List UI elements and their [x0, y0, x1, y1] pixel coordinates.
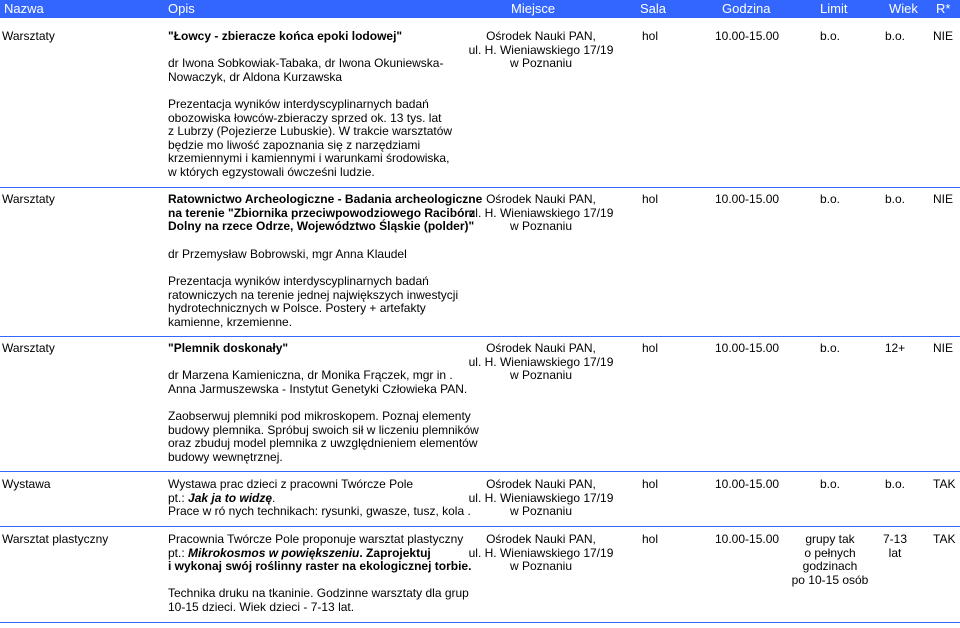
row-title: "Łowcy - zbieracze końca epoki lodowej" [168, 29, 403, 43]
row-limit: b.o. [819, 192, 840, 206]
row-age: 7-13 lat [882, 532, 908, 560]
row-description: Technika druku na tkaninie. Godzinne warsztaty dla grup 10-15 dzieci. Wiek dzieci - 7-13 lat. [168, 586, 469, 614]
col-godzina-header[interactable]: Godzina [722, 1, 771, 16]
row-description: Prezentacja wyników interdyscyplinarnych badań obozowiska łowców-zbieraczy sprzed ok. 13 tys. lat z Lubrzy (Pojezierze Lubuskie). W trakcie warsztatów będzie mo liwość zapoznania się z narzędziami krzemiennymi i kamiennymi i warunkami środowiska, w których egzystowali ówcześni ludzie. [168, 97, 453, 179]
row-divider [0, 336, 960, 337]
col-wiek-header[interactable]: Wiek [889, 1, 918, 16]
row-category: Warsztaty [2, 192, 55, 206]
row-limit: b.o. [819, 341, 840, 355]
row-location: Ośrodek Nauki PAN, ul. H. Wieniawskiego 17/19 w Poznaniu [468, 192, 614, 233]
row-divider [0, 187, 960, 188]
row-category: Warsztat plastyczny [2, 532, 109, 546]
row-time: 10.00-15.00 [715, 341, 780, 355]
row-age: 12+ [884, 341, 906, 355]
row-registration: NIE [933, 29, 954, 43]
row-location: Ośrodek Nauki PAN, ul. H. Wieniawskiego 17/19 w Poznaniu [468, 29, 614, 70]
row-limit: b.o. [819, 477, 840, 491]
row-category: Wystawa [2, 477, 51, 491]
row-time: 10.00-15.00 [715, 192, 780, 206]
row-registration: TAK [933, 532, 956, 546]
row-description: Prezentacja wyników interdyscyplinarnych badań ratowniczych na terenie jednej największych inwestycji hydrotechnicznych w Polsce. Postery + artefakty kamienne, krzemienne. [168, 274, 459, 329]
row-title: Ratownictwo Archeologiczne - Badania archeologiczne na terenie "Zbiornika przeciwpowodziowego Racibórz Dolny na rzece Odrze, Województwo Śląskie (polder)" [168, 192, 483, 233]
col-nazwa-header[interactable]: Nazwa [4, 1, 44, 16]
row-registration: NIE [933, 192, 954, 206]
row-sala: hol [642, 29, 659, 43]
row-time: 10.00-15.00 [715, 477, 780, 491]
row-time: 10.00-15.00 [715, 29, 780, 43]
col-sala-header[interactable]: Sala [640, 1, 667, 16]
row-authors: dr Iwona Sobkowiak-Tabaka, dr Iwona Okuniewska- Nowaczyk, dr Aldona Kurzawska [168, 56, 444, 84]
row-category: Warsztaty [2, 341, 55, 355]
row-age: b.o. [884, 29, 905, 43]
row-limit: grupy tak o pełnych godzinach po 10-15 osób [791, 532, 869, 587]
table-header [0, 0, 960, 18]
row-sala: hol [642, 192, 659, 206]
row-title: "Plemnik doskonały" [168, 341, 289, 355]
row-description: Zaobserwuj plemniki pod mikroskopem. Poznaj elementy budowy plemnika. Spróbuj swoich sił w liczeniu plemników oraz zbuduj model plemnika z uwzględnieniem elementów budowy wewnętrznej. [168, 409, 479, 464]
row-registration: NIE [933, 341, 954, 355]
row-location: Ośrodek Nauki PAN, ul. H. Wieniawskiego 17/19 w Poznaniu [468, 477, 614, 518]
row-authors: dr Przemysław Bobrowski, mgr Anna Klaudel [168, 247, 407, 261]
col-limit-header[interactable]: Limit [820, 1, 848, 16]
row-limit: b.o. [819, 29, 840, 43]
row-divider [0, 526, 960, 527]
row-location: Ośrodek Nauki PAN, ul. H. Wieniawskiego 17/19 w Poznaniu [468, 341, 614, 382]
row-category: Warsztaty [2, 29, 55, 43]
col-miejsce-header[interactable]: Miejsce [511, 1, 556, 16]
row-authors: dr Marzena Kamieniczna, dr Monika Frączek, mgr in . Anna Jarmuszewska - Instytut Genetyki Człowieka PAN. [168, 368, 468, 396]
row-sala: hol [642, 341, 659, 355]
row-description: Wystawa prac dzieci z pracowni Twórcze Pole pt.: Jak ja to widzę. Prace w ró nych technikach: rysunki, gwasze, tusz, kola . [168, 477, 471, 518]
row-sala: hol [642, 477, 659, 491]
col-r-header[interactable]: R* [936, 1, 951, 16]
row-location: Ośrodek Nauki PAN, ul. H. Wieniawskiego 17/19 w Poznaniu [468, 532, 614, 573]
row-registration: TAK [933, 477, 956, 491]
row-divider [0, 471, 960, 472]
col-opis-header[interactable]: Opis [168, 1, 195, 16]
row-age: b.o. [884, 477, 905, 491]
row-sala: hol [642, 532, 659, 546]
row-age: b.o. [884, 192, 905, 206]
row-time: 10.00-15.00 [715, 532, 780, 546]
row-title: Pracownia Twórcze Pole proponuje warsztat plastyczny pt.: Mikrokosmos w powiększeniu. Zaprojektuj i wykonaj swój roślinny raster na ekologicznej torbie. [168, 532, 472, 573]
row-divider [0, 622, 960, 623]
